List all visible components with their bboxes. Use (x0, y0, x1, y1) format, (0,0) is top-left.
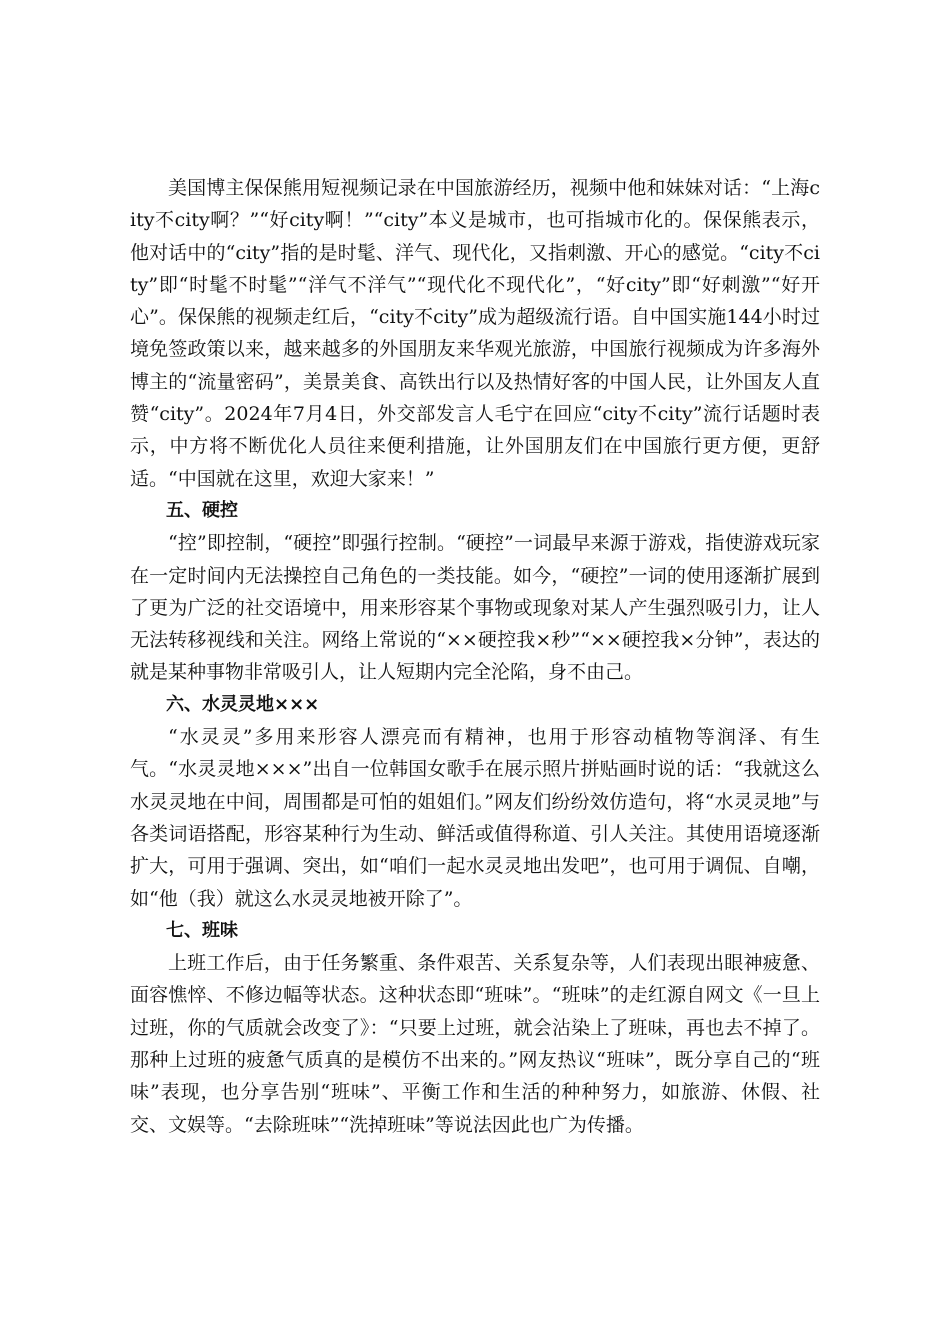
section-heading-shuilingling: 六、水灵灵地××× (166, 693, 320, 715)
section-heading-yingkong: 五、硬控 (166, 499, 238, 521)
section-body-yingkong: “控”即控制，“硬控”即强行控制。“硬控”一词最早来源于游戏，指使游戏玩家在一定时间内无法操控自己角色的一类技能。如今，“硬控”一词的使用逐渐扩展到了更为广泛的社交语境中，用来形容某个事物或现象对某人产生强烈吸引力，让人无法转移视线和关注。网络上常说的“××硬控我×秒”“××硬控我×分钟”，表达的就是某种事物非常吸引人，让人短期内完全沦陷，身不由己。 (130, 532, 820, 684)
section-body-banwei: 上班工作后，由于任务繁重、条件艰苦、关系复杂等，人们表现出眼神疲惫、面容憔悴、不修边幅等状态。这种状态即“班味”。“班味”的走红源自网文《一旦上过班，你的气质就会改变了》：“只要上过班，就会沾染上了班味，再也去不掉了。那种上过班的疲惫气质真的是模仿不出来的。”网友热议“班味”，既分享自己的“班味”表现，也分享告别“班味”、平衡工作和生活的种种努力，如旅游、休假、社交、文娱等。“去除班味”“洗掉班味”等说法因此也广为传播。 (130, 952, 820, 1136)
section-body-shuilingling: “水灵灵”多用来形容人漂亮而有精神，也用于形容动植物等润泽、有生气。“水灵灵地×××”出自一位韩国女歌手在展示照片拼贴画时说的话：“我就这么水灵灵地在中间，周围都是可怕的姐姐们。”网友们纷纷效仿造句，将“水灵灵地”与各类词语搭配，形容某种行为生动、鲜活或值得称道、引人关注。其使用语境逐渐扩大，可用于强调、突出，如“咱们一起水灵灵地出发吧”，也可用于调侃、自嘲，如“他（我）就这么水灵灵地被开除了”。 (130, 726, 820, 910)
section-heading-banwei: 七、班味 (166, 919, 238, 941)
paragraph-city-buzzword: 美国博主保保熊用短视频记录在中国旅游经历，视频中他和妹妹对话：“上海city不city啊？”“好city啊！”“city”本义是城市，也可指城市化的。保保熊表示，他对话中的“city”指的是时髦、洋气、现代化，又指刺激、开心的感觉。“city不city”即“时髦不时髦”“洋气不洋气”“现代化不现代化”，“好city”即“好刺激”“好开心”。保保熊的视频走红后，“city不city”成为超级流行语。自中国实施144小时过境免签政策以来，越来越多的外国朋友来华观光旅游，中国旅行视频成为许多海外博主的“流量密码”，美景美食、高铁出行以及热情好客的中国人民，让外国友人直赞“city”。2024年7月4日，外交部发言人毛宁在回应“city不city”流行话题时表示，中方将不断优化人员往来便利措施，让外国朋友们在中国旅行更方便，更舒适。“中国就在这里，欢迎大家来！” (130, 177, 820, 490)
